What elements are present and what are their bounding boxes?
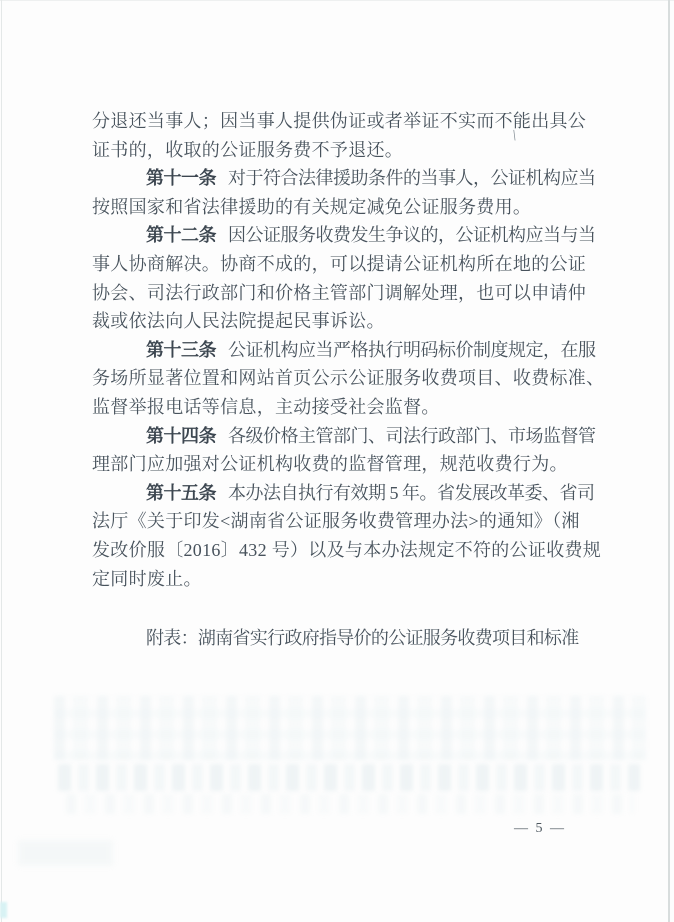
bleed-through-texture	[54, 696, 646, 760]
line-text: 定同时废止。	[92, 568, 202, 589]
article-number-label: 第十二条	[146, 225, 216, 246]
bleed-through-texture	[18, 840, 113, 866]
page-edge-right	[668, 0, 670, 922]
article-number-label: 第十一条	[146, 168, 216, 189]
line-text: 分退还当事人；因当事人提供伪证或者举证不实而不能出具公	[92, 111, 587, 131]
document-text-line-article-12	[92, 221, 612, 250]
line-text: 证书的，收取的公证服务费不予退还。	[92, 139, 404, 160]
line-text: 理部门应加强对公证机构收费的监督管理，规范收费行为。	[92, 454, 568, 475]
article-number-label: 第十三条	[146, 339, 216, 360]
line-text: 各级价格主管部门、司法行政部门、市场监督管	[228, 425, 596, 446]
line-text: 事人协商解决。协商不成的，可以提请公证机构所在地的公证	[92, 253, 587, 274]
line-text: 监督举报电话等信息，主动接受社会监督。	[92, 396, 440, 417]
line-text: 对于符合法律援助条件的当事人，公证机构应当	[228, 168, 596, 189]
article-number-label: 第十四条	[146, 425, 216, 446]
line-text: 本办法自执行有效期 5 年。省发展改革委、省司	[228, 482, 595, 503]
document-text-line	[92, 136, 612, 165]
line-text: 裁或依法向人民法院提起民事诉讼。	[92, 311, 385, 332]
document-text-line	[92, 250, 612, 279]
document-text-line	[92, 393, 612, 422]
scan-noise-dot	[0, 902, 7, 918]
document-text-line	[92, 565, 612, 594]
document-body-text	[92, 107, 612, 593]
document-text-line	[92, 450, 612, 479]
article-number-label: 第十五条	[146, 482, 216, 503]
document-text-line-article-15	[92, 479, 612, 508]
document-text-line	[92, 364, 612, 393]
document-text-line-article-11	[92, 164, 612, 193]
page-edge-top	[0, 0, 674, 1]
bleed-through-texture	[58, 764, 640, 791]
page-number: — 5 —	[514, 821, 566, 836]
line-text: 公证机构应当严格执行明码标价制度规定，在服	[228, 339, 596, 360]
document-text-line	[92, 536, 612, 565]
document-text-line	[92, 307, 612, 336]
page-edge-left	[1, 0, 2, 922]
appendix-reference-line: 附表：湖南省实行政府指导价的公证服务收费项目和标准	[146, 628, 579, 648]
line-text: 按照国家和省法律援助的有关规定减免公证服务费用。	[92, 196, 532, 217]
document-text-line	[92, 279, 612, 308]
document-text-line-article-13	[92, 336, 612, 365]
line-text: 务场所显著位置和网站首页公示公证服务收费项目、收费标准、	[92, 368, 605, 389]
document-text-line	[92, 107, 612, 136]
line-text: 发改价服〔2016〕432 号）以及与本办法规定不符的公证收费规	[92, 539, 602, 560]
document-text-line	[92, 507, 612, 536]
line-text: 法厅《关于印发<湖南省公证服务收费管理办法>的通知》（湘	[92, 511, 580, 532]
document-text-line	[92, 193, 612, 222]
document-text-line-article-14	[92, 422, 612, 451]
scan-stray-mark: \	[510, 127, 518, 145]
line-text: 因公证服务收费发生争议的，公证机构应当与当	[228, 225, 596, 246]
bleed-through-texture	[66, 794, 634, 814]
line-text: 协会、司法行政部门和价格主管部门调解处理，也可以申请仲	[92, 282, 587, 303]
